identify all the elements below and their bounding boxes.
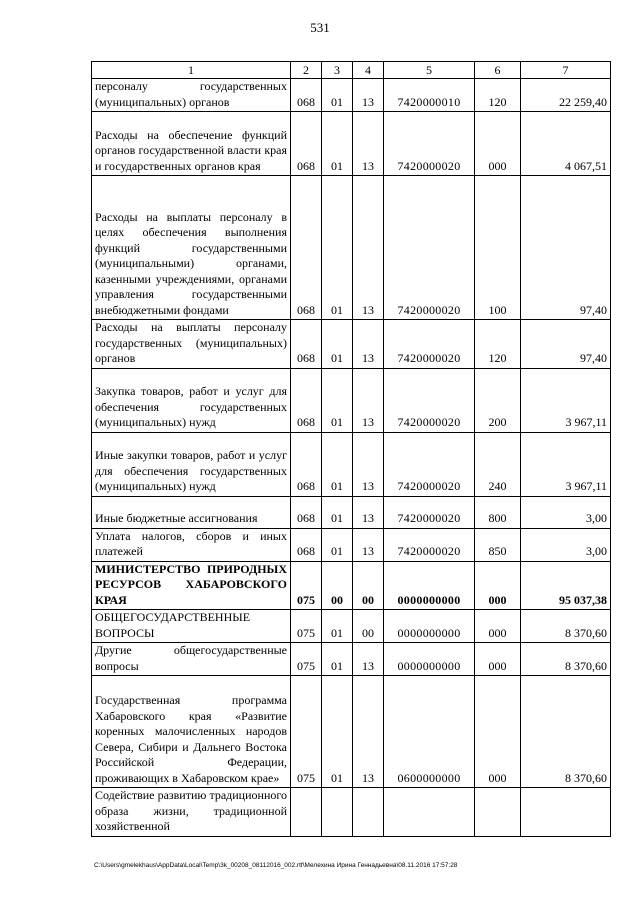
table-row (92, 788, 611, 837)
target-code-cell: 7420000020 (384, 368, 475, 432)
amount-cell: 3,00 (521, 496, 611, 528)
subsection-code-cell: 13 (353, 79, 384, 112)
subsection-code-cell: 13 (353, 368, 384, 432)
subsection-code-cell: 13 (353, 676, 384, 788)
name-cell: Расходы на выплаты персоналу государственных (муниципальных) органов (92, 320, 291, 369)
amount-cell: 97,40 (521, 320, 611, 369)
expense-type-cell: 800 (475, 496, 521, 528)
section-code-cell: 01 (322, 643, 353, 676)
table-row (92, 112, 611, 176)
header-col-3: 3 (322, 62, 353, 79)
ministry-code-cell: 075 (291, 561, 322, 610)
expense-type-cell: 120 (475, 320, 521, 369)
subsection-code-cell: 13 (353, 528, 384, 561)
ministry-code-cell: 068 (291, 368, 322, 432)
expense-type-cell: 850 (475, 528, 521, 561)
target-code-cell: 7420000020 (384, 112, 475, 176)
name-cell: Расходы на выплаты персоналу в целях обеспечения выполнения функций государственными (муниципальными) органами, казенными учреждениями, органами управления государственными внебюджетными фондами (92, 176, 291, 320)
target-code-cell: 7420000020 (384, 432, 475, 496)
table-row (92, 320, 611, 369)
amount-cell: 22 259,40 (521, 79, 611, 112)
header-col-6: 6 (475, 62, 521, 79)
ministry-code-cell: 068 (291, 79, 322, 112)
section-code-cell: 01 (322, 112, 353, 176)
ministry-code-cell: 068 (291, 320, 322, 369)
name-cell: Государственная программа Хабаровского края «Развитие коренных малочисленных народов Севера, Сибири и Дальнего Востока Российской Федерации, проживающих в Хабаровском крае» (92, 676, 291, 788)
ministry-code-cell: 068 (291, 528, 322, 561)
table-row (92, 368, 611, 432)
target-code-cell: 7420000020 (384, 496, 475, 528)
name-cell: Содействие развитию традиционного образа жизни, традиционной хозяйственной (92, 788, 291, 837)
name-cell: Уплата налогов, сборов и иных платежей (92, 528, 291, 561)
target-code-cell: 0000000000 (384, 643, 475, 676)
ministry-code-cell: 075 (291, 610, 322, 643)
name-cell: персоналу государственных (муниципальных) органов (92, 79, 291, 112)
header-col-1: 1 (92, 62, 291, 79)
table-row (92, 432, 611, 496)
expense-type-cell: 000 (475, 112, 521, 176)
target-code-cell (384, 788, 475, 837)
target-code-cell: 0600000000 (384, 676, 475, 788)
expense-type-cell: 000 (475, 643, 521, 676)
target-code-cell: 7420000020 (384, 528, 475, 561)
section-code-cell: 01 (322, 320, 353, 369)
section-code-cell (322, 788, 353, 837)
amount-cell: 4 067,51 (521, 112, 611, 176)
name-cell: МИНИСТЕРСТВО ПРИРОДНЫХ РЕСУРСОВ ХАБАРОВСКОГО КРАЯ (92, 561, 291, 610)
subsection-code-cell: 13 (353, 496, 384, 528)
target-code-cell: 7420000020 (384, 320, 475, 369)
section-code-cell: 00 (322, 561, 353, 610)
header-col-7: 7 (521, 62, 611, 79)
expense-type-cell: 000 (475, 610, 521, 643)
amount-cell: 97,40 (521, 176, 611, 320)
expense-type-cell: 000 (475, 676, 521, 788)
subsection-code-cell: 13 (353, 176, 384, 320)
section-code-cell: 01 (322, 176, 353, 320)
amount-cell: 3,00 (521, 528, 611, 561)
target-code-cell: 0000000000 (384, 561, 475, 610)
table-row (92, 79, 611, 112)
table-row (92, 676, 611, 788)
expense-type-cell: 120 (475, 79, 521, 112)
section-code-cell: 01 (322, 79, 353, 112)
header-col-4: 4 (353, 62, 384, 79)
section-code-cell: 01 (322, 432, 353, 496)
target-code-cell: 7420000010 (384, 79, 475, 112)
name-cell: Иные бюджетные ассигнования (92, 496, 291, 528)
section-code-cell: 01 (322, 528, 353, 561)
expense-type-cell: 240 (475, 432, 521, 496)
subsection-code-cell: 00 (353, 561, 384, 610)
target-code-cell: 0000000000 (384, 610, 475, 643)
subsection-code-cell: 13 (353, 432, 384, 496)
subsection-code-cell: 13 (353, 320, 384, 369)
ministry-code-cell: 068 (291, 432, 322, 496)
header-col-5: 5 (384, 62, 475, 79)
ministry-code-cell: 068 (291, 496, 322, 528)
budget-table (91, 61, 611, 837)
table-row (92, 496, 611, 528)
section-code-cell: 01 (322, 496, 353, 528)
table-header-row (92, 62, 611, 79)
table-row (92, 561, 611, 610)
subsection-code-cell: 00 (353, 610, 384, 643)
name-cell: Закупка товаров, работ и услуг для обеспечения государственных (муниципальных) нужд (92, 368, 291, 432)
table-row (92, 176, 611, 320)
subsection-code-cell: 13 (353, 112, 384, 176)
ministry-code-cell: 075 (291, 643, 322, 676)
amount-cell: 8 370,60 (521, 643, 611, 676)
expense-type-cell: 200 (475, 368, 521, 432)
table-row (92, 610, 611, 643)
subsection-code-cell: 13 (353, 643, 384, 676)
ministry-code-cell: 075 (291, 676, 322, 788)
table-row (92, 528, 611, 561)
page-number: 531 (310, 20, 330, 35)
expense-type-cell: 000 (475, 561, 521, 610)
expense-type-cell (475, 788, 521, 837)
name-cell: Иные закупки товаров, работ и услуг для обеспечения государственных (муниципальных) нужд (92, 432, 291, 496)
header-col-2: 2 (291, 62, 322, 79)
amount-cell (521, 788, 611, 837)
ministry-code-cell (291, 788, 322, 837)
amount-cell: 3 967,11 (521, 368, 611, 432)
ministry-code-cell: 068 (291, 176, 322, 320)
target-code-cell: 7420000020 (384, 176, 475, 320)
name-cell: ОБЩЕГОСУДАРСТВЕННЫЕ ВОПРОСЫ (92, 610, 291, 643)
amount-cell: 8 370,60 (521, 610, 611, 643)
section-code-cell: 01 (322, 676, 353, 788)
section-code-cell: 01 (322, 610, 353, 643)
name-cell: Расходы на обеспечение функций органов государственной власти края и государственных органов края (92, 112, 291, 176)
amount-cell: 95 037,38 (521, 561, 611, 610)
footer-file-path: C:\Users\gmelekhaus\AppData\Local\Temp\3k_00208_08112016_002.rtf\Мелехина Ирина Геннадьевна\08.11.2016 17:57:28 (94, 862, 458, 869)
ministry-code-cell: 068 (291, 112, 322, 176)
expense-type-cell: 100 (475, 176, 521, 320)
table-row (92, 643, 611, 676)
amount-cell: 8 370,60 (521, 676, 611, 788)
amount-cell: 3 967,11 (521, 432, 611, 496)
subsection-code-cell (353, 788, 384, 837)
section-code-cell: 01 (322, 368, 353, 432)
name-cell: Другие общегосударственные вопросы (92, 643, 291, 676)
